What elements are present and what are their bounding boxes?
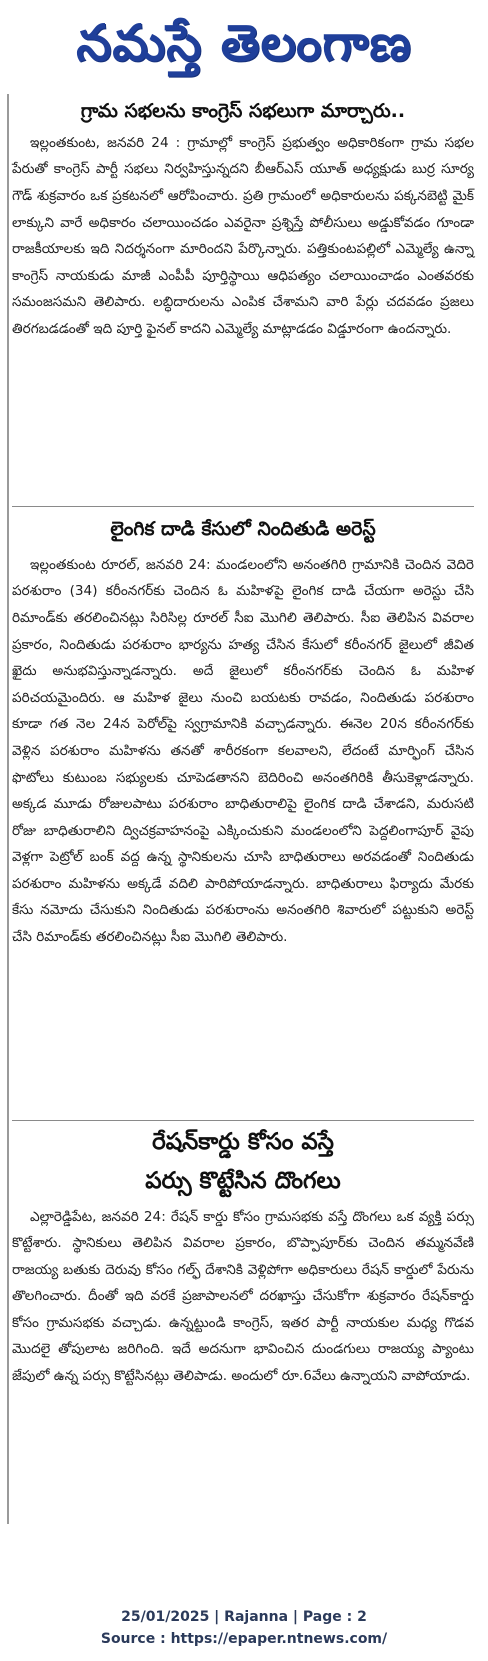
article-headline: లైంగిక దాడి కేసులో నిందితుడి అరెస్ట్ <box>110 518 376 540</box>
column-side-rule <box>7 94 9 1524</box>
article-headline: గ్రామ సభలను కాంగ్రెస్ సభలుగా మార్చారు.. <box>80 100 406 122</box>
article-divider <box>12 506 474 507</box>
footer <box>0 1606 488 1650</box>
article-headline-line2: పర్సు కొట్టేసిన దొంగలు <box>145 1167 341 1194</box>
masthead <box>0 0 488 86</box>
article-body: ఇల్లంతకుంట, జనవరి 24 : గ్రామాల్లో కాంగ్రెస్ ప్రభుత్వం అధికారికంగా గ్రామ సభల పేరుతో కాంగ్రెస్ పార్టీ సభలు నిర్వహిస్తున్నదని బీఆర్ఎస్ యూత్ అధ్యక్షుడు బుర్ర సూర్య గౌడ్ శుక్రవారం ఒక ప్రకటనలో ఆరోపించారు. ప్రతి గ్రామంలో అధికారులను పక్కనబెట్టి మైక్ లాక్కుని వారే అధికారం చలాయించడం ఎవరైనా ప్రశ్నిస్తే పోలీసులు అడ్డుకోవడం గూండా రాజకీయాలకు ఇది నిదర్శనంగా మారిందని పేర్కొన్నారు. పత్తికుంటపల్లిలో ఎమ్మెల్యే ఉన్నా కాంగ్రెస్ నాయకుడు మాజీ ఎంపీపీ పూర్తిస్థాయి ఆధిపత్యం చలాయించాడం ఎంతవరకు సమంజసమని తెలిపారు. లబ్ధిదారులను ఎంపిక చేశామని వారి పేర్లు చదవడం ప్రజలు తిరగబడడంతో ఇది పూర్తి ఫైనల్ కాదని ఎమ్మెల్యే మాట్లాడడం విడ్డూరంగా ఉందన్నారు. <box>12 134 474 337</box>
article-ration-card <box>12 1128 474 1518</box>
article-body: ఇల్లంతకుంట రూరల్, జనవరి 24: మండలంలోని అనంతగిరి గ్రామానికి చెందిన వెదిరె పరశురాం (34) కరీంనగర్‌కు చెందిన ఓ మహిళపై లైంగిక దాడి చేయగా అరెస్టు చేసి రిమాండ్‌కు తరలించినట్లు సిరిసిల్ల రూరల్ సీఐ మొగిలి తెలిపారు. సీఐ తెలిపిన వివరాల ప్రకారం, నిందితుడు పరశురాం భార్యను హత్య చేసిన కేసులో కరీంనగర్ జైలులో జీవిత ఖైదు అనుభవిస్తున్నాడన్నారు. అదే జైలులో కరీంనగర్‌కు చెందిన ఓ మహిళ పరిచయమైందిరు. ఆ మహిళ జైలు నుంచి బయటకు రావడం, నిందితుడు పరశురాం కూడా గత నెల 24న పెరోల్‌పై స్వగ్రామానికి వచ్చాడన్నారు. ఈనెల 20న కరీంనగర్‌కు వెళ్లిన పరశురాం మహిళను తనతో శారీరకంగా కలవాలని, లేదంటే మార్ఫింగ్ చేసిన ఫొటోలు కుటుంబ సభ్యులకు చూపెడతానని బెదిరించి అనంతగిరికి తీసుకెళ్లాడన్నారు. అక్కడ మూడు రోజులపాటు పరశురాం బాధితురాలిపై లైంగిక దాడి చేశాడని, మరుసటి రోజు బాధితురాలిని ద్విచక్రవాహనంపై ఎక్కించుకుని మండలంలోని పెద్దలింగాపూర్ వైపు వెళ్లగా పెట్రోల్ బంక్ వద్ద ఉన్న స్థానికులను చూసి బాధితురాలు అరవడంతో నిందితుడు పరశురాం మహిళను అక్కడే వదిలి పారిపోయాడన్నారు. బాధితురాలు ఫిర్యాదు మేరకు కేసు నమోదు చేసుకుని నిందితుడు పరశురాంను అనంతగిరి శివారులో పట్టుకుని అరెస్ట్ చేసి రిమాండ్‌కు తరలించినట్లు సీఐ మొగిలి తెలిపారు. <box>12 556 474 946</box>
newspaper-title: నమస్తే తెలంగాణ <box>76 14 412 72</box>
article-body: ఎల్లారెడ్డిపేట, జనవరి 24: రేషన్ కార్డు కోసం గ్రామసభకు వస్తే దొంగలు ఒక వ్యక్తి పర్సు కొట్టేశారు. స్థానికులు తెలిపిన వివరాల ప్రకారం, బొప్పాపూర్‌కు చెందిన తమ్మనవేణి రాజయ్య బతుకు దెరువు కోసం గల్ఫ్ దేశానికి వెళ్లిపోగా అధికారులు రేషన్ కార్డులో పేరును తొలగించారు. దీంతో ఇది వరకే ప్రజాపాలనలో దరఖాస్తు చేసుకోగా శుక్రవారం రేషన్‌కార్డు కోసం గ్రామసభకు వచ్చాడు. ఉన్నట్టుండి కాంగ్రెస్, ఇతర పార్టీ నాయకుల మధ్య గొడవ మొదలై తోపులాట జరిగింది. ఇదే అదనుగా భావించిన దుండగులు రాజయ్య ప్యాంటు జేపులో ఉన్న పర్సు కొట్టేసినట్లు తెలిపాడు. అందులో రూ.6వేలు ఉన్నాయని వాపోయాడు. <box>12 1208 474 1385</box>
article-gram-sabha <box>12 100 474 496</box>
article-divider <box>12 1120 474 1121</box>
article-arrest <box>12 518 474 1106</box>
footer-date-edition: 25/01/2025 | Rajanna | Page : 2 <box>121 1609 367 1625</box>
article-headline-line1: రేషన్‌కార్డు కోసం వస్తే <box>152 1129 334 1155</box>
footer-source: Source : https://epaper.ntnews.com/ <box>100 1631 388 1647</box>
